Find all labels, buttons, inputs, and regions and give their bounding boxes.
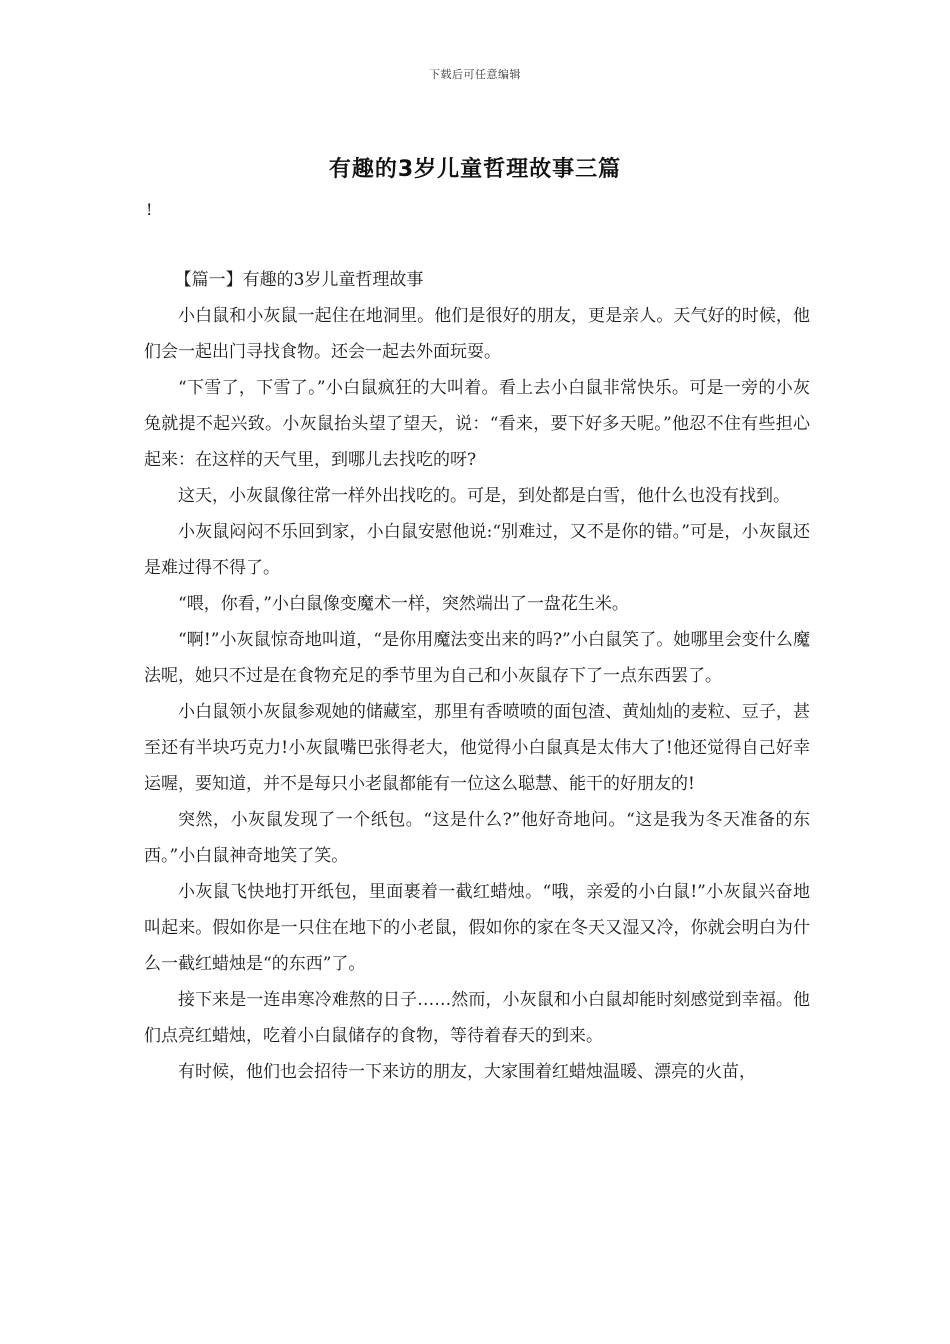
paragraph: 有时候，他们也会招待一下来访的朋友，大家围着红蜡烛温暖、漂亮的火苗， (178, 1062, 756, 1082)
paragraph: 突然，小灰鼠发现了一个纸包。“这是什么?”他好奇地问。“这是我为冬天准备的东西。”小白鼠神奇地笑了笑。 (144, 810, 810, 866)
paragraph: 接下来是一连串寒冷难熬的日子……然而，小灰鼠和小白鼠却能时刻感觉到幸福。他们点亮红蜡烛，吃着小白鼠储存的食物，等待着春天的到来。 (144, 990, 810, 1046)
paragraph: “啊!”小灰鼠惊奇地叫道，“是你用魔法变出来的吗?”小白鼠笑了。她哪里会变什么魔法呢，她只不过是在食物充足的季节里为自己和小灰鼠存下了一点东西罢了。 (144, 630, 810, 686)
paragraph: “喂，你看，”小白鼠像变魔术一样，突然端出了一盘花生米。 (178, 594, 629, 614)
section-heading: 【篇一】有趣的3岁儿童哲理故事 (174, 270, 424, 290)
paragraph: 小灰鼠飞快地打开纸包，里面裹着一截红蜡烛。“哦，亲爱的小白鼠!”小灰鼠兴奋地叫起来。假如你是一只住在地下的小老鼠，假如你的家在冬天又湿又冷，你就会明白为什么一截红蜡烛是“的东西”了。 (144, 882, 810, 974)
paragraph: 小白鼠和小灰鼠一起住在地洞里。他们是很好的朋友，更是亲人。天气好的时候，他们会一起出门寻找食物。还会一起去外面玩耍。 (144, 306, 810, 362)
story-body (144, 262, 810, 1090)
paragraph: “下雪了，下雪了。”小白鼠疯狂的大叫着。看上去小白鼠非常快乐。可是一旁的小灰兔就提不起兴致。小灰鼠抬头望了望天，说：“看来，要下好多天呢。”他忍不住有些担心起来：在这样的天气里，到哪儿去找吃的呀? (144, 378, 810, 470)
paragraph: 小灰鼠闷闷不乐回到家，小白鼠安慰他说:“别难过，又不是你的错。”可是，小灰鼠还是难过得不得了。 (144, 522, 810, 578)
paragraph: 小白鼠领小灰鼠参观她的储藏室，那里有香喷喷的面包渣、黄灿灿的麦粒、豆子，甚至还有半块巧克力!小灰鼠嘴巴张得老大，他觉得小白鼠真是太伟大了!他还觉得自己好幸运喔，要知道，并不是每只小老鼠都能有一位这么聪慧、能干的好朋友的! (144, 702, 810, 794)
header-note: 下载后可任意编辑 (429, 68, 521, 81)
stray-mark: ! (146, 200, 153, 219)
paragraph: 这天，小灰鼠像往常一样外出找吃的。可是，到处都是白雪，他什么也没有找到。 (178, 486, 790, 506)
page-title: 有趣的3岁儿童哲理故事三篇 (328, 157, 622, 182)
